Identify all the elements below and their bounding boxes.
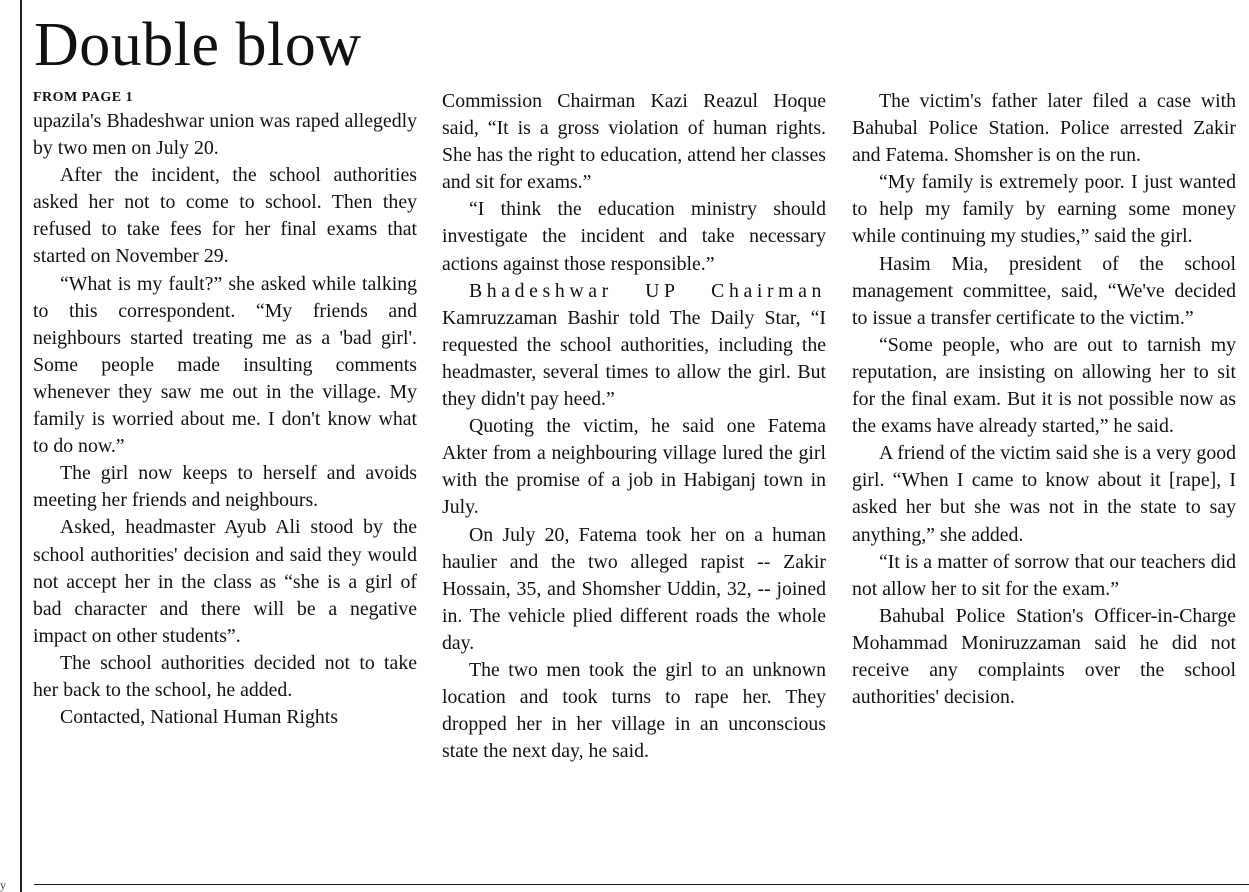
paragraph: “I think the education ministry should investigate the incident and take necessary actions against those responsible.” [442,198,826,275]
paragraph: The girl now keeps to herself and avoids meeting her friends and neighbours. [33,462,417,512]
edge-fragment-text: y [0,878,6,892]
left-column-rule [20,0,22,892]
paragraph [442,278,826,413]
paragraph: “Some people, who are out to tarnish my reputation, are insisting on allowing her to sit for the final exam. But it is not possible now as the exams have already started,” he said. [852,333,1236,438]
paragraph: A friend of the victim said she is a very good girl. “When I came to know about it [rape], I asked her but she was not in the state to say anything,” she added. [852,442,1236,546]
paragraph: Quoting the victim, he said one Fatema Akter from a neighbouring village lured the girl with the promise of a job in Habiganj town in July. [442,415,826,519]
paragraph: After the incident, the school authorities asked her not to come to school. Then they refused to take fees for her final exams that started on November 29. [33,164,417,268]
paragraph: The two men took the girl to an unknown location and took turns to rape her. They dropped her in her village in an unconscious state the next day, he said. [442,658,826,763]
paragraph: Asked, headmaster Ayub Ali stood by the school authorities' decision and said they would not accept her in the class as “she is a girl of bad character and there will be a negative impact on other students”. [33,516,417,647]
paragraph: Bahubal Police Station's Officer-in-Charge Mohammad Moniruzzaman said he did not receive any complaints over the school authorities' decision. [852,604,1236,709]
paragraph: Contacted, National Human Rights [60,706,338,729]
article-column-3 [852,88,1236,711]
paragraph: The school authorities decided not to take her back to the school, he added. [33,651,417,701]
paragraph: “What is my fault?” she asked while talking to this correspondent. “My friends and neighbours started treating me as a 'bad girl'. Some people made insulting comments whenever they saw me out in the village. My family is worried about me. I don't know what to do now.” [33,272,417,458]
paragraph: Commission Chairman Kazi Reazul Hoque said, “It is a gross violation of human rights. She has the right to education, attend her classes and sit for exams.” [442,90,826,194]
paragraph: Hasim Mia, president of the school management committee, said, “We've decided to issue a transfer certificate to the victim.” [852,252,1236,329]
bottom-rule [34,884,1249,885]
article-column-1 [33,88,417,731]
paragraph: The victim's father later filed a case with Bahubal Police Station. Police arrested Zakir and Fatema. Shomsher is on the run. [852,90,1236,167]
continuation-kicker: FROM PAGE 1 [33,90,134,105]
spaced-lead-text: Bhadeshwar UP Chairman [469,279,826,302]
paragraph: “It is a matter of sorrow that our teachers did not allow her to sit for the exam.” [852,550,1236,600]
paragraph: upazila's Bhadeshwar union was raped allegedly by two men on July 20. [33,110,417,160]
paragraph-rest: Kamruzzaman Bashir told The Daily Star, “I requested the school authorities, including the headmaster, several times to allow the girl. But they didn't pay heed.” [442,306,826,411]
paragraph: On July 20, Fatema took her on a human haulier and the two alleged rapist -- Zakir Hossain, 35, and Shomsher Uddin, 32, -- joined in. The vehicle plied different roads the whole day. [442,523,826,654]
article-column-2 [442,88,826,765]
headline: Double blow [34,11,362,79]
paragraph: “My family is extremely poor. I just wanted to help my family by earning some money while continuing my studies,” said the girl. [852,171,1236,248]
